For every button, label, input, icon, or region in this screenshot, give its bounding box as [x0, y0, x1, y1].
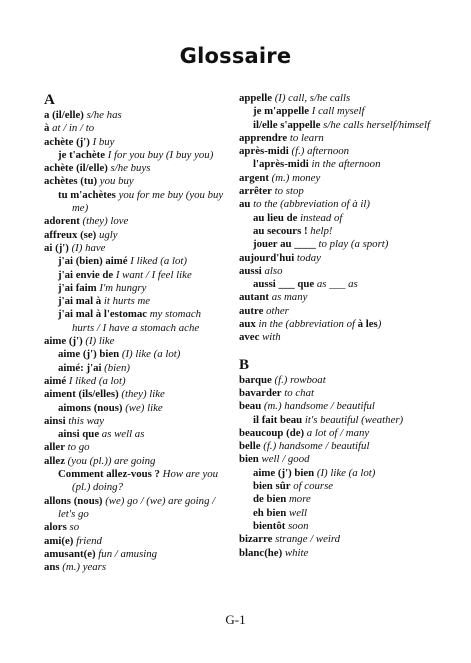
headword: amusant(e): [44, 547, 96, 560]
glossary-entry: [44, 175, 224, 188]
definition: (I) like (a lot): [314, 466, 376, 479]
definition: (I) call, s/he calls: [272, 92, 351, 104]
definition: you for me buy (you buy me): [72, 188, 224, 215]
glossary-column-right: [239, 92, 435, 560]
headword: apprendre: [239, 131, 288, 144]
headword: ami(e): [44, 534, 74, 547]
headword: argent: [239, 171, 269, 184]
definition: this way: [65, 414, 104, 427]
definition: (we) like: [122, 401, 163, 414]
headword: aiment (ils/elles): [44, 388, 119, 401]
definition: I'm hungry: [96, 281, 147, 294]
glossary-entry: [239, 252, 435, 265]
definition: I call myself: [309, 105, 365, 118]
glossary-subentry: [44, 468, 224, 495]
definition: fun / amusing: [95, 547, 158, 560]
definition: as many: [269, 291, 308, 304]
headword: allez: [44, 454, 65, 467]
definition: in the (abbreviation of: [255, 318, 358, 331]
headword: à les: [357, 318, 378, 331]
definition: (you (pl.)) are going: [64, 454, 156, 467]
definition: you buy: [97, 175, 134, 188]
headword: j'ai mal à l'estomac: [58, 308, 148, 321]
definition: (m.) handsome / beautiful: [261, 400, 375, 413]
glossary-entry: [239, 453, 435, 466]
glossary-entry: [44, 495, 224, 522]
headword: bavarder: [239, 386, 282, 399]
headword: j'ai mal à: [58, 295, 102, 308]
glossary-subentry: [239, 238, 435, 251]
glossary-entry: [44, 229, 224, 242]
headword: aux: [239, 318, 256, 331]
headword: au secours !: [253, 224, 308, 237]
glossary-entry: [44, 561, 224, 574]
page-title: Glossaire: [179, 44, 292, 68]
glossary-entry: [44, 136, 224, 149]
glossary-subentry: [239, 119, 435, 132]
glossary-entry: [44, 455, 224, 468]
headword: a (il/elle): [44, 109, 84, 121]
headword: je m'appelle: [253, 105, 310, 118]
definition: (f.) afternoon: [288, 145, 350, 158]
definition: (we) go / (we) are going / let's go: [58, 494, 216, 520]
definition: with: [259, 331, 281, 344]
headword: au: [239, 198, 251, 211]
headword: bien: [239, 453, 259, 466]
headword: beaucoup (de): [239, 426, 305, 439]
glossary-entry: [44, 521, 224, 534]
headword: appelle: [239, 92, 272, 104]
glossary-entry: [44, 375, 224, 388]
definition: so: [66, 521, 80, 534]
glossary-entry: [239, 145, 435, 158]
definition: to play (a sport): [315, 238, 389, 251]
glossary-entry: [44, 441, 224, 454]
headword: barque: [239, 373, 272, 386]
headword: Comment allez-vous ?: [58, 468, 160, 481]
headword: aussi: [239, 264, 262, 277]
glossary-entry: [44, 548, 224, 561]
definition: (I) have: [68, 241, 106, 254]
definition: soon: [285, 519, 309, 532]
glossary-entry: [239, 331, 435, 344]
headword: allons (nous): [44, 494, 103, 507]
definition: today: [294, 251, 321, 264]
glossary-entry: [44, 122, 224, 135]
section-letter: B: [239, 356, 250, 373]
definition: instead of: [297, 211, 343, 224]
headword: j'ai envie de: [58, 268, 114, 281]
definition: s/he has: [83, 109, 122, 121]
glossary-entry: [239, 185, 435, 198]
headword: au lieu de: [253, 211, 298, 224]
glossary-subentry: [239, 212, 435, 225]
definition: (m.) money: [268, 171, 321, 184]
definition: (I) like (a lot): [119, 348, 181, 361]
definition: (bien): [101, 361, 130, 374]
glossary-entry: [239, 387, 435, 400]
glossary-subentry: [239, 480, 435, 493]
headword: il/elle s'appelle: [253, 118, 321, 131]
glossary-subentry: [44, 295, 224, 308]
headword: j'ai faim: [58, 281, 97, 294]
headword: bizarre: [239, 533, 273, 546]
glossary-subentry: [44, 362, 224, 375]
definition: I liked (a lot): [127, 255, 187, 268]
glossary-entry: [239, 172, 435, 185]
headword: achète (j'): [44, 135, 90, 148]
definition: of course: [290, 480, 334, 493]
definition: (f.) rowboat: [271, 373, 326, 386]
headword: aujourd'hui: [239, 251, 295, 264]
glossary-entry: [44, 242, 224, 255]
headword: achètes (tu): [44, 175, 98, 188]
headword: ainsi: [44, 414, 66, 427]
definition: it's beautiful (weather): [302, 413, 404, 426]
glossary-subentry: [44, 282, 224, 295]
definition: to go: [64, 441, 90, 454]
headword: aime (j'): [44, 335, 83, 348]
headword: alors: [44, 521, 67, 534]
definition: s/he buys: [107, 162, 151, 175]
definition: (I) like: [82, 335, 115, 348]
headword: bientôt: [253, 519, 286, 532]
glossary-subentry: [44, 149, 224, 162]
definition: well / good: [258, 453, 310, 466]
definition: I want / I feel like: [113, 268, 192, 281]
glossary-subentry: [239, 105, 435, 118]
glossary-entry: [239, 291, 435, 304]
definition: to learn: [287, 131, 324, 144]
definition: I liked (a lot): [66, 374, 126, 387]
glossary-column-left: [44, 92, 224, 574]
definition: strange / weird: [272, 533, 341, 546]
definition: in the afternoon: [308, 158, 381, 171]
glossary-entry: [239, 132, 435, 145]
definition: white: [282, 546, 309, 559]
definition: as ___ as: [314, 278, 358, 291]
headword: achète (il/elle): [44, 162, 108, 175]
glossary-entry: [239, 92, 435, 105]
headword: aime (j') bien: [253, 466, 315, 479]
definition: also: [261, 264, 283, 277]
glossary-subentry: [44, 428, 224, 441]
headword: ainsi que: [58, 428, 100, 441]
glossary-subentry: [239, 278, 435, 291]
glossary-entry: [44, 535, 224, 548]
headword: après-midi: [239, 145, 289, 158]
definition: my stomach hurts / I have a stomach ache: [72, 308, 202, 334]
glossary-subentry: [239, 414, 435, 427]
headword: j'ai (bien) aimé: [58, 255, 128, 268]
glossary-subentry: [239, 507, 435, 520]
glossary-entry: [44, 215, 224, 228]
definition: (m.) years: [59, 561, 107, 574]
headword: à: [44, 122, 50, 135]
headword: il fait beau: [253, 413, 303, 426]
glossary-entry: [239, 400, 435, 413]
glossary-subentry: [239, 493, 435, 506]
page-number: G-1: [225, 612, 246, 627]
headword: blanc(he): [239, 546, 283, 559]
glossary-subentry: [44, 189, 224, 216]
headword: autre: [239, 304, 264, 317]
headword: aimé: [44, 374, 67, 387]
headword: belle: [239, 440, 261, 453]
glossary-entry: [44, 415, 224, 428]
headword: aussi ___ que: [253, 278, 315, 291]
headword: adorent: [44, 215, 80, 228]
definition: to chat: [281, 386, 314, 399]
glossary-entry: [239, 427, 435, 440]
glossary-entry: [239, 533, 435, 546]
glossary-subentry: [239, 158, 435, 171]
headword: aime (j') bien: [58, 348, 120, 361]
headword: aller: [44, 441, 65, 454]
glossary-entry: [44, 388, 224, 401]
headword: bien sûr: [253, 480, 291, 493]
headword: l'après-midi: [253, 158, 309, 171]
glossary-entry: [239, 318, 435, 331]
glossary-entry: [239, 374, 435, 387]
glossary-subentry: [239, 225, 435, 238]
headword: affreux (se): [44, 228, 97, 241]
definition: a lot of / many: [304, 426, 370, 439]
glossary-entry: [239, 198, 435, 211]
headword: avec: [239, 331, 260, 344]
definition: How are you (pl.) doing?: [72, 468, 219, 494]
definition: s/he calls herself/himself: [320, 118, 430, 131]
headword: aimé: j'ai: [58, 361, 102, 374]
headword: de bien: [253, 493, 287, 506]
headword: tu m'achètes: [58, 188, 116, 201]
definition: well: [286, 506, 308, 519]
glossary-subentry: [44, 402, 224, 415]
glossary-subentry: [44, 269, 224, 282]
definition: other: [263, 304, 289, 317]
definition: it hurts me: [101, 295, 151, 308]
definition: to stop: [271, 185, 304, 198]
definition: ugly: [96, 228, 118, 241]
definition: as well as: [99, 428, 145, 441]
glossary-entry: [239, 305, 435, 318]
definition: ): [377, 318, 382, 331]
definition: more: [286, 493, 311, 506]
headword: ans: [44, 561, 60, 574]
definition: I for you buy (I buy you): [105, 148, 214, 161]
glossary-entry: [44, 109, 224, 122]
glossary-entry: [239, 265, 435, 278]
glossary-entry: [239, 440, 435, 453]
definition: (they) love: [79, 215, 129, 228]
glossary-subentry: [239, 520, 435, 533]
headword: beau: [239, 400, 262, 413]
glossary-subentry: [44, 348, 224, 361]
glossary-subentry: [44, 308, 224, 335]
headword: je t'achète: [58, 148, 106, 161]
definition: friend: [73, 534, 102, 547]
definition: at / in / to: [49, 122, 95, 135]
headword: aimons (nous): [58, 401, 123, 414]
glossary-entry: [44, 335, 224, 348]
headword: jouer au ____: [253, 238, 316, 251]
headword: ai (j'): [44, 241, 69, 254]
definition: help!: [307, 224, 333, 237]
definition: I buy: [89, 135, 115, 148]
glossary-entry: [239, 547, 435, 560]
headword: arrêter: [239, 185, 272, 198]
glossary-entry: [44, 162, 224, 175]
definition: (f.) handsome / beautiful: [260, 440, 370, 453]
definition: to the (abbreviation of à il): [250, 198, 370, 211]
definition: (they) like: [118, 388, 165, 401]
glossary-subentry: [239, 467, 435, 480]
headword: eh bien: [253, 506, 287, 519]
section-letter: A: [44, 92, 55, 108]
glossary-subentry: [44, 255, 224, 268]
headword: autant: [239, 291, 269, 304]
